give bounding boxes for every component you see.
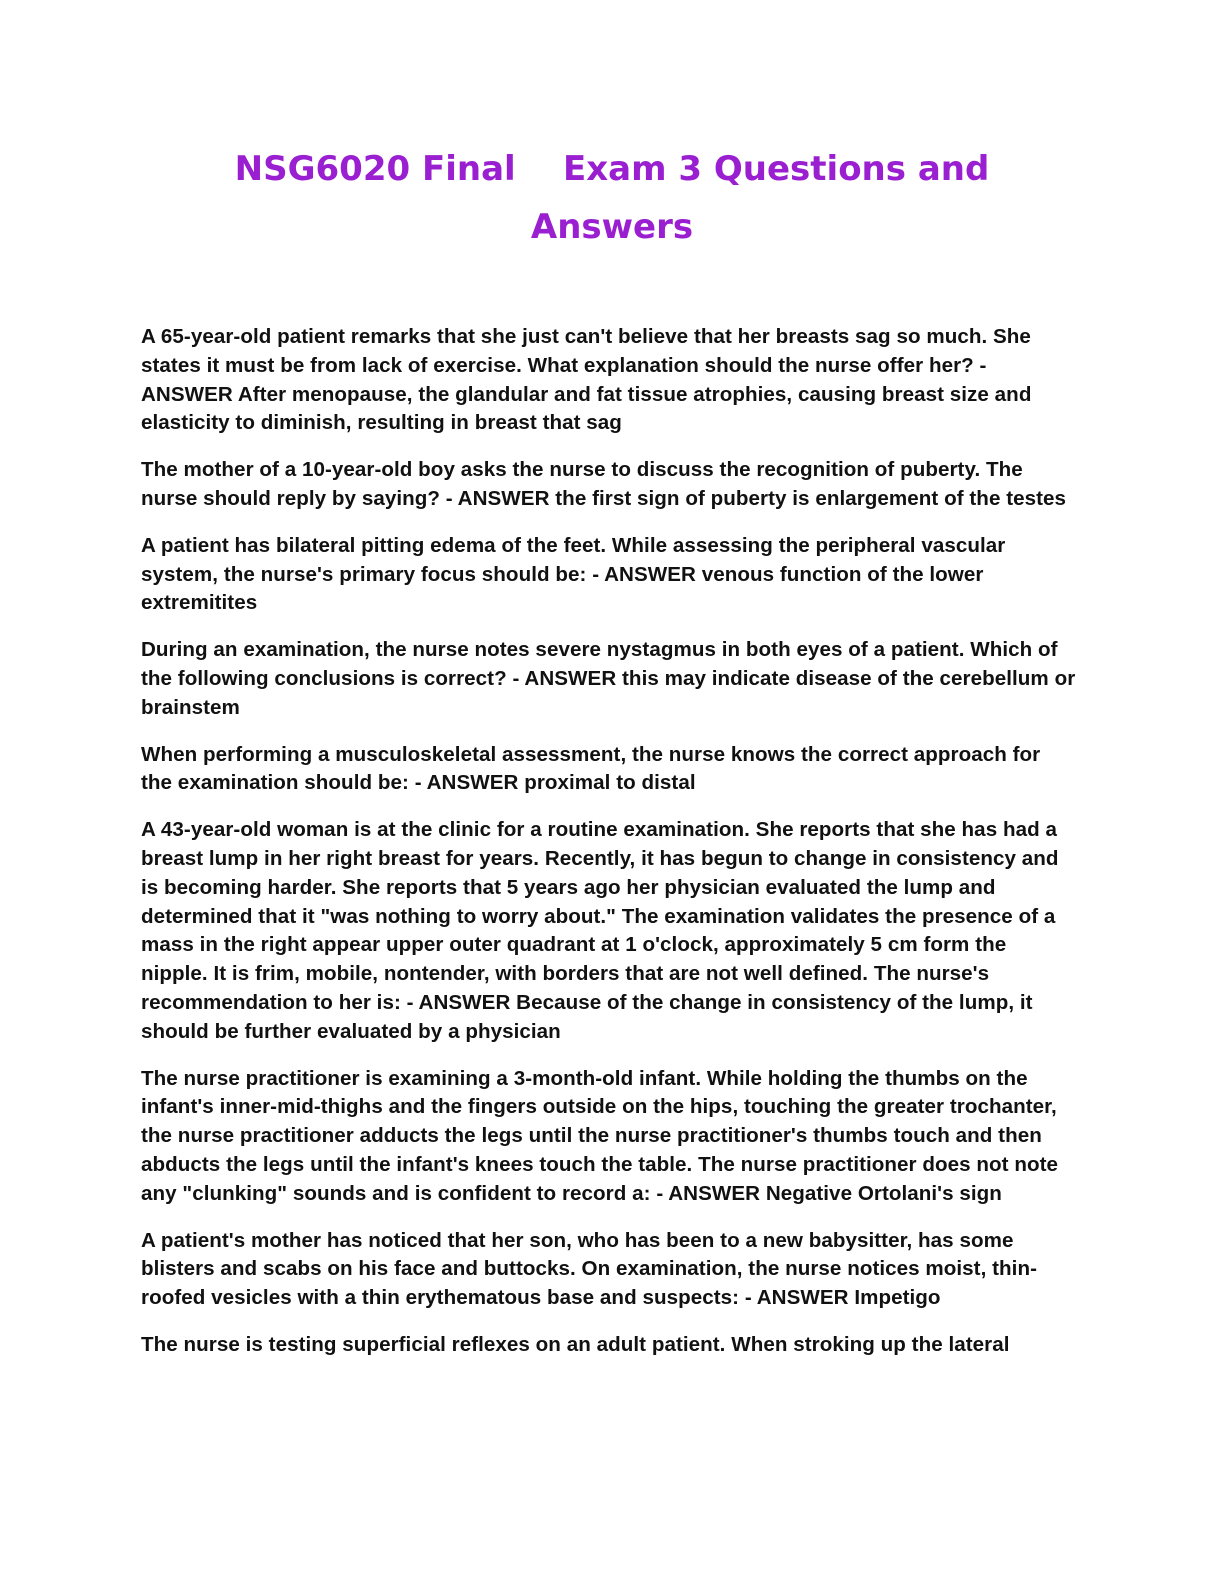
document-title [0, 140, 1224, 256]
qa-item [141, 816, 1076, 1046]
question-text: The nurse practitioner is examining a 3-month-old infant. While holding the thumbs on the infant's inner-mid-thighs and the fingers outside on the hips, touching the greater trochanter, the nurse practitioner adducts the legs until the nurse practitioner's thumbs touch and then abducts the legs until the infant's knees touch the table. The nurse practitioner does not note any "clunking" sounds and is confident to record a: [141, 1066, 1059, 1205]
qa-item [141, 323, 1076, 438]
qa-list [141, 323, 1076, 1378]
qa-item [141, 1227, 1076, 1313]
question-text: During an examination, the nurse notes severe nystagmus in both eyes of a patient. Which of the following conclusions is correct? [141, 638, 1058, 690]
qa-item [141, 1065, 1076, 1209]
question-text: The mother of a 10-year-old boy asks the nurse to discuss the recognition of puberty. The nurse should reply by saying? [141, 458, 1023, 510]
qa-item [141, 456, 1076, 514]
question-text: A patient has bilateral pitting edema of the feet. While assessing the peripheral vascular system, the nurse's primary focus should be: [141, 533, 1006, 586]
title-line-2: Answers [530, 207, 694, 247]
question-text: When performing a musculoskeletal assessment, the nurse knows the correct approach for the examination should be: [141, 742, 1041, 795]
answer-text: - ANSWER the first sign of puberty is enlargement of the testes [445, 486, 1067, 510]
answer-text: - ANSWER Because of the change in consistency of the lump, it should be further evaluated by a physician [141, 990, 1033, 1043]
question-text: The nurse is testing superficial reflexes on an adult patient. When stroking up the lateral [141, 1332, 1010, 1356]
answer-text: - ANSWER After menopause, the glandular and fat tissue atrophies, causing breast size and elasticity to diminish, resulting in breast that sag [141, 353, 1032, 435]
answer-text: - ANSWER this may indicate disease of the cerebellum or brainstem [141, 666, 1076, 719]
title-line-1: NSG6020 Final Exam 3 Questions and [234, 149, 990, 189]
answer-text: - ANSWER Impetigo [744, 1286, 941, 1310]
question-text: A 65-year-old patient remarks that she just can't believe that her breasts sag so much. She states it must be from lack of exercise. What explanation should the nurse offer her? [141, 325, 1031, 377]
answer-text: - ANSWER Negative Ortolani's sign [656, 1181, 1002, 1205]
qa-item [141, 532, 1076, 618]
qa-item [141, 1331, 1076, 1360]
qa-item [141, 741, 1076, 799]
question-text: A patient's mother has noticed that her son, who has been to a new babysitter, has some blisters and scabs on his face and buttocks. On examination, the nurse notices moist, thin-roofed vesicles with a thin erythematous base and suspects: [141, 1228, 1037, 1310]
answer-text: - ANSWER proximal to distal [414, 771, 696, 795]
qa-item [141, 636, 1076, 722]
question-text: A 43-year-old woman is at the clinic for a routine examination. She reports that she has had a breast lump in her right breast for years. Recently, it has begun to change in consistency and is becoming harder. She reports that 5 years ago her physician evaluated the lump and determined that it "was nothing to worry about." The examination validates the presence of a mass in the right appear upper outer quadrant at 1 o'clock, approximately 5 cm form the nipple. It is frim, mobile, nontender, with borders that are not well defined. The nurse's recommendation to her is: [141, 818, 1059, 1014]
answer-text: - ANSWER venous function of the lower extremitites [141, 562, 984, 615]
